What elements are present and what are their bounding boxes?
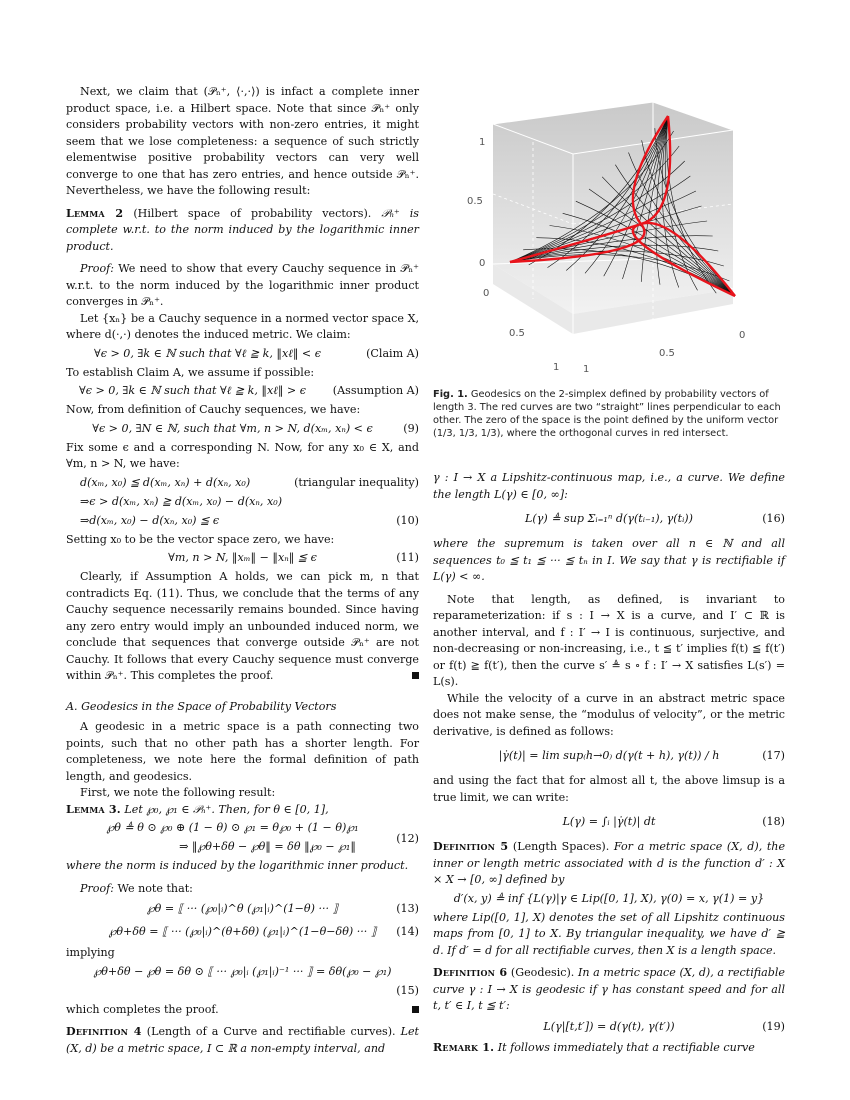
z-tick-0: 0 [479,258,486,269]
equation-10b [66,494,419,511]
remark-1-heading: Remark 1. [433,1040,495,1054]
paragraph-intro: Next, we claim that (𝒫ₙ⁺, ⟨·,·⟩) is infact a complete inner product space, i.e. a Hilbert space. Note that since 𝒫ₙ⁺ only considers probability vectors with non-zero entries, it might seem that we lose completeness: a sequence of such strictly elementwise positive probability vectors can very well converge to one that has zero entries, and hence outside 𝒫ₙ⁺. Nevertheless, we have the following result: [66,85,419,197]
lemma-2 [66,206,419,256]
assumption-a [66,383,419,400]
equation-10-number: (10) [396,513,419,527]
paragraph-completes [66,1002,419,1019]
paragraph-now: Now, from definition of Cauchy sequences, we have: [66,403,361,416]
proof-1-text: We need to show that every Cauchy sequence in 𝒫ₙ⁺ w.r.t. to the norm induced by the logarithmic inner product converges in 𝒫ₙ⁺. [66,262,419,308]
z-tick-1: 1 [479,137,486,148]
lemma-3-body: Let ℘₀, ℘₁ ∈ 𝒫ₙ⁺. Then, for θ ∈ [0, 1], [124,802,329,816]
equation-15-number: (15) [396,983,419,997]
definition-5 [433,839,785,889]
y-tick-0: 0 [739,330,746,341]
definition-5-equation-math: d′(x, y) ≜ inf {L(γ)|γ ∈ Lip([0, 1], X), γ(0) = x, γ(1) = y} [453,891,765,905]
proof-1-label: Proof: [80,262,114,275]
left-column [66,84,419,1057]
equation-16-math: L(γ) ≜ sup Σᵢ₌₁ⁿ d(γ(tᵢ₋₁), γ(tᵢ)) [525,512,693,525]
equation-17-number: (17) [762,749,785,762]
equation-17-math: |γ̇(t)| = lim sup₍h→0₎ d(γ(t + h), γ(t)) / h [498,749,720,762]
paragraph-assume: To establish Claim A, we assume if possible: [66,365,315,379]
equation-10a-math: d(xₘ, x₀) ≦ d(xₘ, xₙ) + d(xₙ, x₀) [80,475,251,489]
figure-caption-label: Fig. 1. [433,389,468,400]
definition-4-heading: Definition 4 [66,1025,142,1038]
figure-canvas [433,84,785,384]
equation-18-number: (18) [762,815,785,828]
equation-9 [66,421,419,438]
lemma-2-body: 𝒫ₙ⁺ is complete w.r.t. to the norm induced by the logarithmic inner product. [66,206,419,253]
assumption-a-tag: (Assumption A) [332,384,419,397]
definition-4-title: (Length of a Curve and rectifiable curves). [146,1025,396,1038]
x-tick-0-5: 0.5 [509,328,525,339]
right-column [433,470,785,1056]
lemma-2-heading: Lemma 2 [66,206,124,220]
equation-15 [66,964,419,981]
y-tick-0-5: 0.5 [659,348,675,359]
definition-6-heading: Definition 6 [433,966,508,979]
equation-12-number: (12) [396,832,419,845]
paragraph-limsup: and using the fact that for almost all t, the above limsup is a true limit, we can write: [433,774,785,804]
lemma-3 [66,802,419,819]
equation-11 [66,550,419,567]
definition-5-tail: where Lip([0, 1], X) denotes the set of all Lipshitz continuous maps from [0, 1] to X. By triangular inequality, we have d′ ≧ d. If d′ = d for all rectifiable curves, then X is a length space. [433,910,785,957]
lemma-3-heading: Lemma 3. [66,802,121,816]
paragraph-setting: Setting x₀ to be the vector space zero, we have: [66,532,335,546]
equation-19 [433,1019,785,1036]
equation-13-number: (13) [396,902,419,915]
definition-4 [66,1024,419,1057]
equation-19-math: L(γ|[t,t′]) = d(γ(t), γ(t′)) [543,1019,675,1033]
equation-18 [433,814,785,831]
equation-12a [66,820,419,837]
proof-2-text: We note that: [117,881,193,895]
section-a-heading: A. Geodesics in the Space of Probability Vectors [66,699,337,713]
equation-9-number: (9) [403,421,419,435]
supremum-note: where the supremum is taken over all n ∈ ℕ and all sequences t₀ ≦ t₁ ≦ ··· ≦ tₙ in I. We say that γ is rectifiable if L(γ) < ∞. [433,537,785,583]
equation-16 [433,511,785,528]
definition-5-equation [433,891,785,908]
equation-15-number-row [66,983,419,1000]
equation-10a-tag: (triangular inequality) [294,475,419,489]
equation-15-math: ℘θ+δθ − ℘θ = δθ ⊙ ⟦ ··· ℘₀|ᵢ (℘₁|ᵢ)⁻¹ ··· ⟧ = δθ(℘₀ − ℘₁) [93,964,392,978]
equation-11-math: ∀m, n > N, ‖xₘ‖ − ‖xₙ‖ ≦ ϵ [168,551,317,564]
implying-text: implying [66,946,115,959]
equation-10a [66,475,419,492]
definition-5-title: (Length Spaces). [512,840,610,853]
paragraph-reparam: Note that length, as defined, is invariant to reparameterization: if s : I → X is a curve, and I′ ⊂ ℝ is another interval, and f : I′ → I is continuous, surjective, and non-decreasing or non-increasing, i.e., t ≦ t′ implies f(t) ≦ f(t′) or f(t) ≧ f(t′), then the curve s′ ≜ s ∘ f : I′ → X satisfies L(s′) = L(s). [433,592,785,688]
definition-4-body: Let (X, d) be a metric space, I ⊂ ℝ a non-empty interval, and [66,1025,420,1055]
equation-10c [66,513,419,530]
definition-6-title: (Geodesic). [510,966,575,979]
equation-19-number: (19) [762,1019,785,1033]
proof-2 [66,881,419,898]
claim-a [66,346,419,363]
definition-6 [433,965,785,1015]
y-tick-1: 1 [583,364,590,375]
proof-1 [66,261,419,311]
equation-10b-math: ⇒ϵ > d(xₘ, xₙ) ≧ d(xₘ, x₀) − d(xₙ, x₀) [80,494,283,508]
equation-9-math: ∀ϵ > 0, ∃N ∈ ℕ, such that ∀m, n > N, d(xₘ, xₙ) < ϵ [92,421,373,435]
x-tick-1: 1 [553,362,560,373]
proof-2-label: Proof: [80,881,114,895]
equation-14-number: (14) [396,925,419,938]
paragraph-first: First, we note the following result: [80,786,276,799]
paragraph-clearly [66,569,419,685]
equation-11-number: (11) [396,551,419,564]
equation-13 [66,901,419,918]
equation-14-math: ℘θ+δθ = ⟦ ··· (℘₀|ᵢ)^(θ+δθ) (℘₁|ᵢ)^(1−θ−δθ) ··· ⟧ [108,925,377,938]
equation-14 [66,924,419,941]
equation-10c-math: ⇒d(xₘ, x₀) − d(xₙ, x₀) ≦ ϵ [80,513,220,527]
x-tick-0: 0 [483,288,490,299]
lemma-2-title: (Hilbert space of probability vectors). [133,206,372,220]
definition-6-body: In a metric space (X, d), a rectifiable curve γ : I → X is geodesic if γ has constant speed and for all t, t′ ∈ I, t ≦ t′: [433,966,785,1012]
paragraph-completes-text: which completes the proof. [66,1002,219,1016]
remark-1-body: It follows immediately that a rectifiable curve [497,1040,755,1054]
claim-a-math: ∀ϵ > 0, ∃k ∈ ℕ such that ∀ℓ ≧ k, ‖xℓ‖ < ϵ [94,346,321,360]
equation-16-number: (16) [762,512,785,525]
equation-18-math: L(γ) = ∫ᵢ |γ̇(t)| dt [562,815,656,828]
paragraph-velocity: While the velocity of a curve in an abstract metric space does not make sense, the “modulus of velocity”, or the metric derivative, is defined as follows: [433,691,785,738]
figure-caption-text: Geodesics on the 2-simplex defined by probability vectors of length 3. The red curves are two “straight” lines perpendicular to each other. The zero of the space is the point defined by the uniform vector (1/3, 1/3, 1/3), where the orthogonal curves in red intersect. [433,389,781,439]
simplex-geodesics-figure [433,84,785,384]
figure-caption [433,388,785,440]
qed-square-icon [412,672,419,679]
remark-1 [433,1040,785,1057]
definition-5-body: For a metric space (X, d), the inner or length metric associated with d is the function d′ : X × X → [0, ∞] defined by [433,840,786,886]
paragraph-fix: Fix some ϵ and a corresponding N. Now, for any x₀ ∈ X, and ∀m, n > N, we have: [66,440,419,470]
assumption-a-math: ∀ϵ > 0, ∃k ∈ ℕ such that ∀ℓ ≧ k, ‖xℓ‖ > ϵ [79,384,306,397]
lemma-3-tail: where the norm is induced by the logarithmic inner product. [66,859,409,872]
definition-4-continued: γ : I → X a Lipshitz-continuous map, i.e., a curve. We define the length L(γ) ∈ [0, ∞]: [433,471,785,501]
paragraph-geodesic: A geodesic in a metric space is a path connecting two points, such that no other path has a shorter length. For completeness, we note here the formal definition of path length, and geodesics. [66,720,419,783]
claim-a-tag: (Claim A) [366,346,419,360]
definition-5-heading: Definition 5 [433,840,509,853]
equation-12b-math: ⇒ ‖℘θ+δθ − ℘θ‖ = δθ ‖℘₀ − ℘₁‖ [179,840,356,853]
equation-13-math: ℘θ = ⟦ ··· (℘₀|ᵢ)^θ (℘₁|ᵢ)^(1−θ) ··· ⟧ [146,902,339,915]
equation-12a-math: ℘θ ≜ θ ⊙ ℘₀ ⊕ (1 − θ) ⊙ ℘₁ = θ℘₀ + (1 − θ)℘₁ [106,821,359,834]
qed-square-icon [412,1006,419,1013]
equation-12b [66,832,419,856]
paragraph-clearly-text: Clearly, if Assumption A holds, we can pick m, n that contradicts Eq. (11). Thus, we conclude that the terms of any Cauchy sequence necessarily remains bounded. Since having any zero entry would imply an unbounded induced norm, we conclude that sequences that converge outside 𝒫ₙ⁺ are not Cauchy. It follows that every Cauchy sequence must converge within 𝒫ₙ⁺. This completes the proof. [66,570,419,682]
equation-17 [433,748,785,765]
paragraph-cauchy: Let {xₙ} be a Cauchy sequence in a normed vector space X, where d(·,·) denotes the induced metric. We claim: [66,311,419,341]
z-tick-0-5: 0.5 [467,196,483,207]
